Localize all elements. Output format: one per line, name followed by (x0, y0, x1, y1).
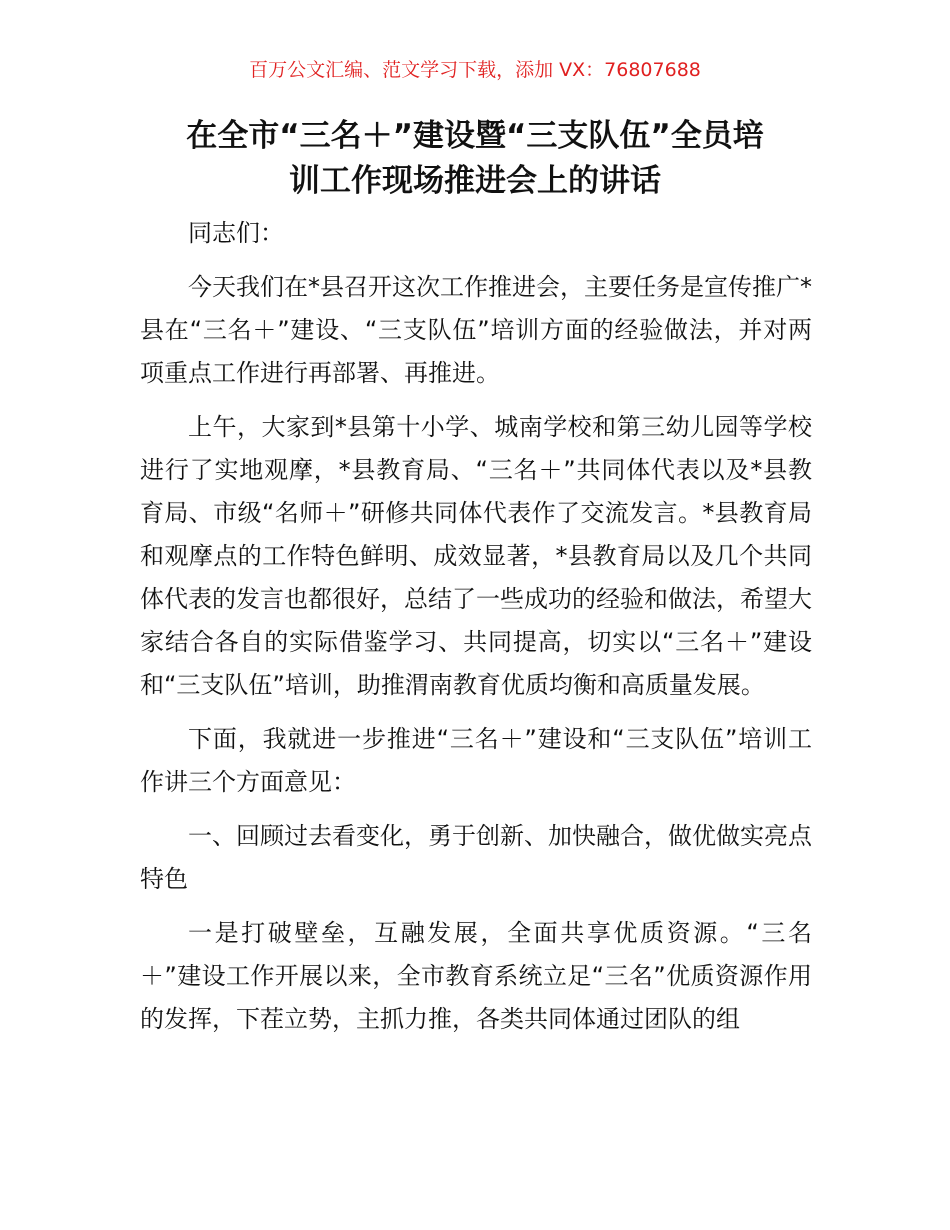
section-heading-1: 一、回顾过去看变化，勇于创新、加快融合，做优做实亮点特色 (140, 822, 812, 893)
paragraph-intro: 今天我们在*县召开这次工作推进会，主要任务是宣传推广*县在“三名＋”建设、“三支队伍”培训方面的经验做法，并对两项重点工作进行再部署、再推进。 (140, 273, 812, 387)
paragraph-outline: 下面，我就进一步推进“三名＋”建设和“三支队伍”培训工作讲三个方面意见： (140, 725, 812, 796)
header-promo-note: 百万公文汇编、范文学习下载，添加 VX：76807688 (249, 59, 701, 81)
paragraph-point-1: 一是打破壁垒，互融发展，全面共享优质资源。“三名＋”建设工作开展以来，全市教育系统立足“三名”优质资源作用的发挥，下茬立势，主抓力推，各类共同体通过团队的组 (140, 919, 812, 1033)
document-title (120, 114, 830, 204)
salutation: 同志们： (188, 219, 284, 247)
document-body (140, 212, 812, 1052)
paragraph-morning-visit: 上午，大家到*县第十小学、城南学校和第三幼儿园等学校进行了实地观摩，*县教育局、“三名＋”共同体代表以及*县教育局、市级“名师＋”研修共同体代表作了交流发言。*县教育局和观摩点的工作特色鲜明、成效显著，*县教育局以及几个共同体代表的发言也都很好，总结了一些成功的经验和做法，希望大家结合各自的实际借鉴学习、共同提高，切实以“三名＋”建设和“三支队伍”培训，助推渭南教育优质均衡和高质量发展。 (140, 413, 812, 699)
title-line-1: 在全市“三名＋”建设暨“三支队伍”全员培 (186, 118, 764, 154)
title-line-2: 训工作现场推进会上的讲话 (289, 163, 661, 199)
